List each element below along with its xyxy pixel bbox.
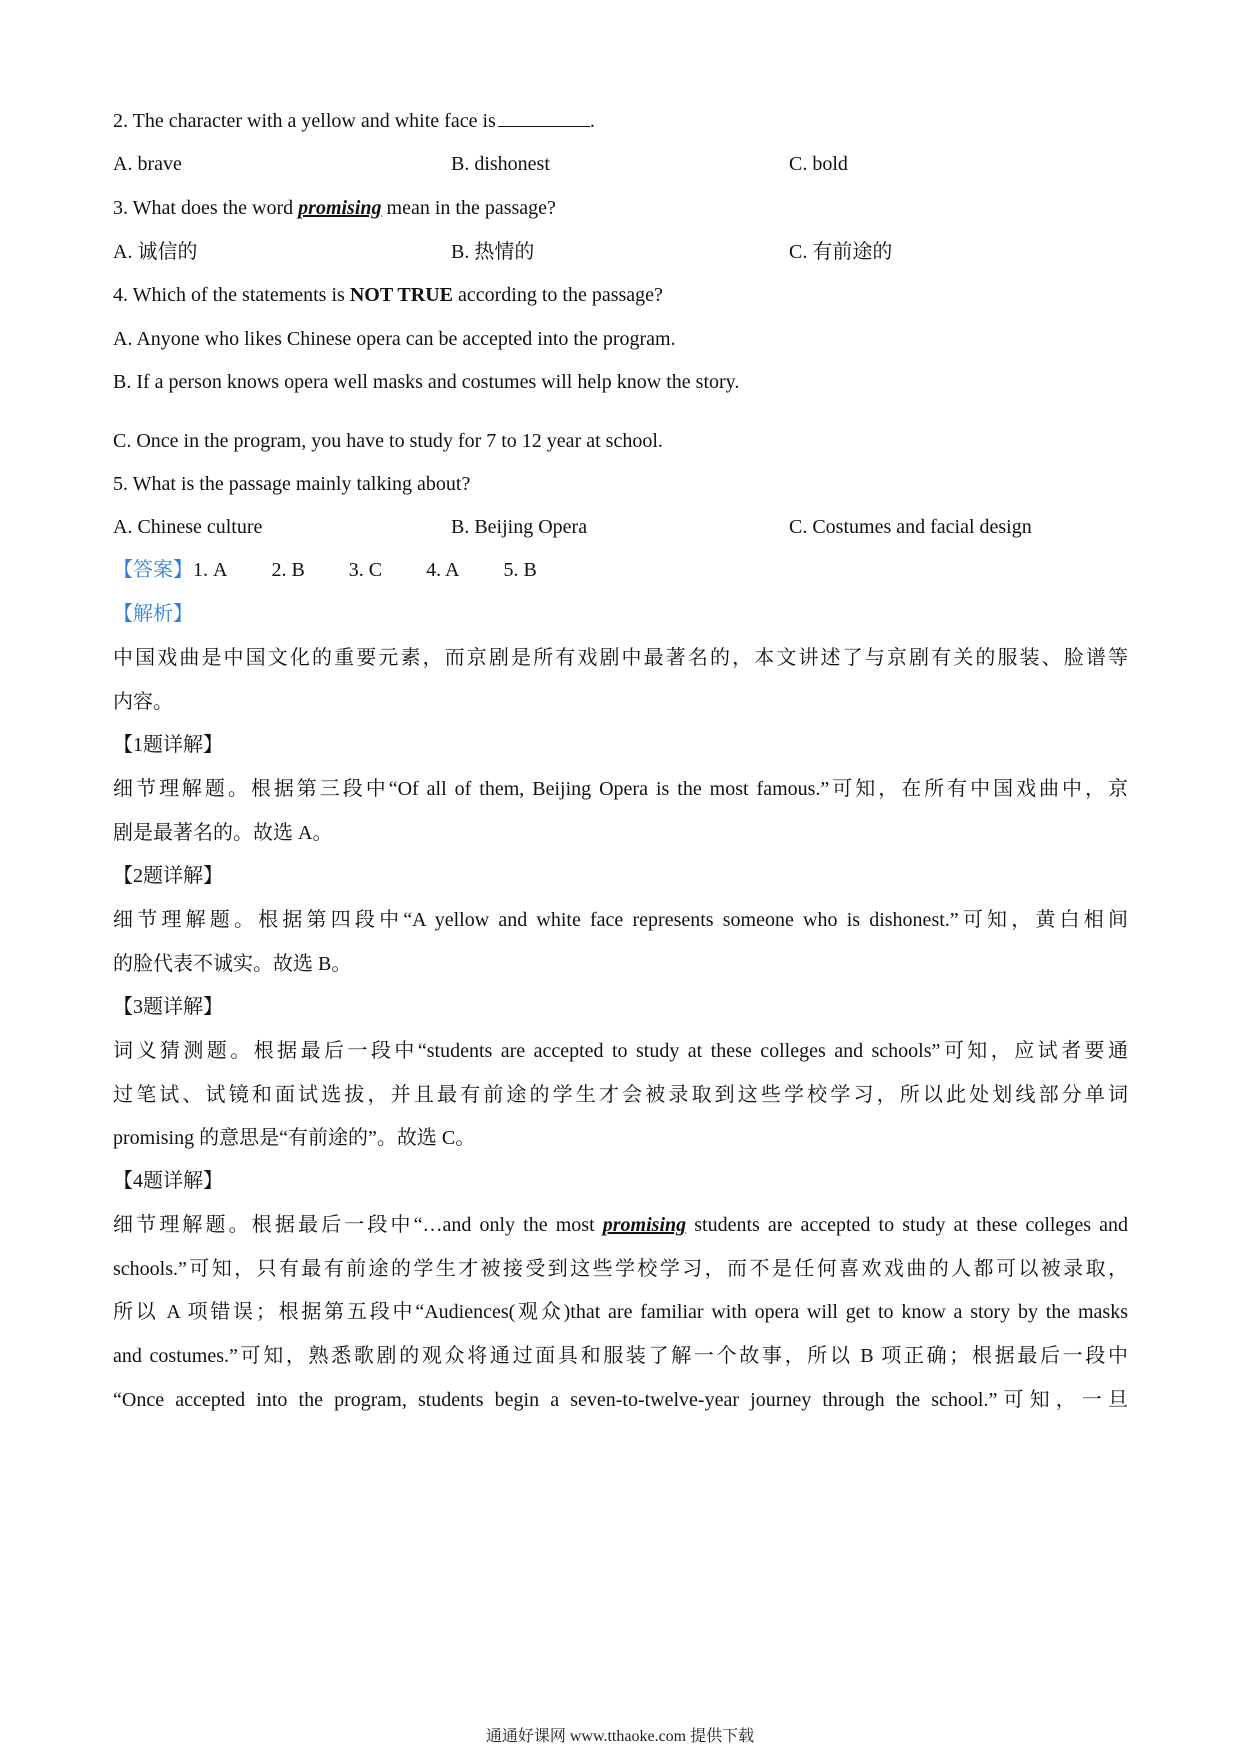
question-2: 2. The character with a yellow and white face is . xyxy=(113,110,595,132)
bold-phrase: NOT TRUE xyxy=(349,284,453,306)
detail-1-text: 细节理解题。根据第三段中“Of all of them, Beijing Opera is the most famous.”可知，在所有中国戏曲中，京 xyxy=(113,778,1128,800)
option-b: B. Beijing Opera xyxy=(451,516,588,538)
detail-3-text-end: promising 的意思是“有前途的”。故选 C。 xyxy=(113,1127,476,1149)
detail-4-heading: 【4题详解】 xyxy=(113,1170,223,1192)
option-a: A. Anyone who likes Chinese opera can be accepted into the program. xyxy=(113,328,676,350)
detail-1-heading: 【1题详解】 xyxy=(113,734,223,756)
question-2-options xyxy=(113,152,1128,176)
detail-1-text-cont: 剧是最著名的。故选 A。 xyxy=(113,822,333,844)
option-b: B. If a person knows opera well masks and costumes will help know the story. xyxy=(113,371,740,393)
option-c: C. bold xyxy=(789,153,848,175)
option-c: C. Costumes and facial design xyxy=(789,516,1032,538)
answer-blank xyxy=(498,108,590,127)
answer-label: 【答案】 xyxy=(113,559,193,581)
option-c: C. Once in the program, you have to study for 7 to 12 year at school. xyxy=(113,430,663,452)
option-a: A. 诚信的 xyxy=(113,241,198,263)
detail-4-text-3: 所以 A 项错误；根据第五段中“Audiences(观众)that are familiar with opera will get to know a story by the masks xyxy=(113,1301,1128,1323)
option-b: B. dishonest xyxy=(451,153,550,175)
detail-4-text-2: schools.”可知，只有最有前途的学生才被接受到这些学校学习，而不是任何喜欢戏曲的人都可以被录取， xyxy=(113,1258,1128,1280)
detail-3-heading: 【3题详解】 xyxy=(113,996,223,1018)
detail-2-text: 细节理解题。根据第四段中“A yellow and white face represents someone who is dishonest.”可知，黄白相间 xyxy=(113,909,1128,931)
question-5-options xyxy=(113,515,1128,539)
page-footer: 通通好课网 www.tthaoke.com 提供下载 xyxy=(485,1728,755,1745)
underlined-word: promising xyxy=(602,1214,687,1236)
detail-3-text-cont: 过笔试、试镜和面试选拔，并且最有前途的学生才会被录取到这些学校学习，所以此处划线部分单词 xyxy=(113,1084,1128,1106)
analysis-label: 【解析】 xyxy=(113,603,193,625)
analysis-summary: 中国戏曲是中国文化的重要元素，而京剧是所有戏剧中最著名的，本文讲述了与京剧有关的服装、脸谱等 xyxy=(113,647,1128,669)
question-3: 3. What does the word promising mean in the passage? xyxy=(113,197,556,219)
question-3-options xyxy=(113,240,1128,264)
detail-4-text-5: “Once accepted into the program, students begin a seven-to-twelve-year journey through the school.”可知，一旦 xyxy=(113,1389,1128,1411)
option-a: A. Chinese culture xyxy=(113,516,263,538)
detail-2-heading: 【2题详解】 xyxy=(113,865,223,887)
detail-3-text: 词义猜测题。根据最后一段中“students are accepted to study at these colleges and schools”可知，应试者要通 xyxy=(113,1040,1128,1062)
detail-4-text-4: and costumes.”可知，熟悉歌剧的观众将通过面具和服装了解一个故事，所以 B 项正确；根据最后一段中 xyxy=(113,1345,1128,1367)
option-a: A. brave xyxy=(113,153,182,175)
question-4: 4. Which of the statements is NOT TRUE according to the passage? xyxy=(113,284,663,306)
question-5: 5. What is the passage mainly talking about? xyxy=(113,473,471,495)
detail-2-text-cont: 的脸代表不诚实。故选 B。 xyxy=(113,953,352,975)
underlined-word: promising xyxy=(298,197,382,219)
analysis-summary-cont: 内容。 xyxy=(113,691,173,713)
option-c: C. 有前途的 xyxy=(789,241,893,263)
option-b: B. 热情的 xyxy=(451,241,535,263)
answer-line: 【答案】1. A 2. B 3. C 4. A 5. B xyxy=(113,559,537,581)
detail-4-text: 细节理解题。根据最后一段中“…and only the most promising students are accepted to study at these colleges and xyxy=(113,1214,1128,1236)
